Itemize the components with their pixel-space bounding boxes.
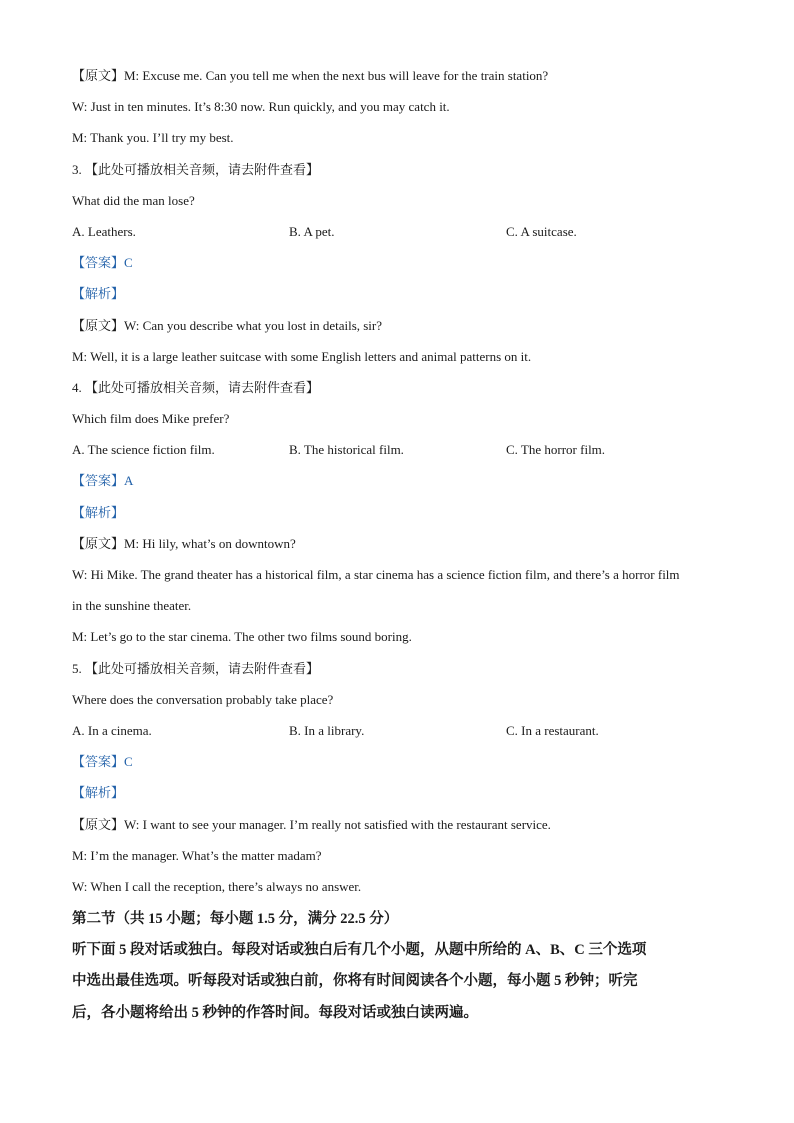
question-5-options [72,715,732,746]
transcript-line: 【原文】W: I want to see your manager. I’m really not satisfied with the restaurant service. [72,816,551,832]
section-2-instructions: 中选出最佳选项。听每段对话或独白前，你将有时间阅读各个小题，每小题 5 秒钟；听完 [72,973,638,990]
option-c: C. The horror film. [506,442,606,458]
option-b: B. A pet. [289,223,335,239]
transcript-line: M: I’m the manager. What’s the matter madam? [72,847,322,863]
option-a: A. Leathers. [72,223,136,239]
section-2-instructions: 后，各小题将给出 5 秒钟的作答时间。每段对话或独白读两遍。 [72,1004,478,1021]
transcript-line: W: Just in ten minutes. It’s 8:30 now. Run quickly, and you may catch it. [72,99,450,115]
transcript-line: M: Well, it is a large leather suitcase with some English letters and animal patterns on it. [72,348,532,364]
transcript-line: M: Let’s go to the star cinema. The other two films sound boring. [72,629,412,645]
analysis-label: 【解析】 [72,785,125,801]
transcript-line: 【原文】M: Excuse me. Can you tell me when the next bus will leave for the train station? [72,68,549,83]
transcript-line: M: Thank you. I’ll try my best. [72,130,234,146]
section-2-instructions: 听下面 5 段对话或独白。每段对话或独白后有几个小题，从题中所给的 A、B、C 三个选项 [72,942,647,959]
transcript-line: W: When I call the reception, there’s always no answer. [72,878,362,894]
document-page [72,60,732,1029]
question-5-header: 5. 【此处可播放相关音频，请去附件查看】 [72,660,320,676]
option-b: B. The historical film. [289,442,404,458]
question-5-text: Where does the conversation probably take place? [72,691,334,707]
question-3-options [72,216,732,247]
transcript-line: 【原文】W: Can you describe what you lost in details, sir? [72,317,383,333]
answer-label: 【答案】A [72,473,134,489]
question-3-header: 3. 【此处可播放相关音频，请去附件查看】 [72,161,320,177]
answer-label: 【答案】C [72,754,133,770]
section-2-title: 第二节（共 15 小题；每小题 1.5 分，满分 22.5 分） [72,911,399,928]
transcript-line: in the sunshine theater. [72,598,192,614]
option-a: A. In a cinema. [72,722,152,738]
analysis-label: 【解析】 [72,286,125,302]
analysis-label: 【解析】 [72,504,125,520]
option-b: B. In a library. [289,722,365,738]
question-4-header: 4. 【此处可播放相关音频，请去附件查看】 [72,379,320,395]
transcript-line: 【原文】M: Hi lily, what’s on downtown? [72,535,296,551]
question-3-text: What did the man lose? [72,192,195,208]
question-4-options [72,434,732,465]
transcript-line: W: Hi Mike. The grand theater has a historical film, a star cinema has a science fiction film, and there’s a horror film [72,567,680,582]
answer-label: 【答案】C [72,255,133,271]
question-4-text: Which film does Mike prefer? [72,411,230,427]
option-a: A. The science fiction film. [72,442,215,458]
option-c: C. In a restaurant. [506,722,599,738]
option-c: C. A suitcase. [506,223,577,239]
